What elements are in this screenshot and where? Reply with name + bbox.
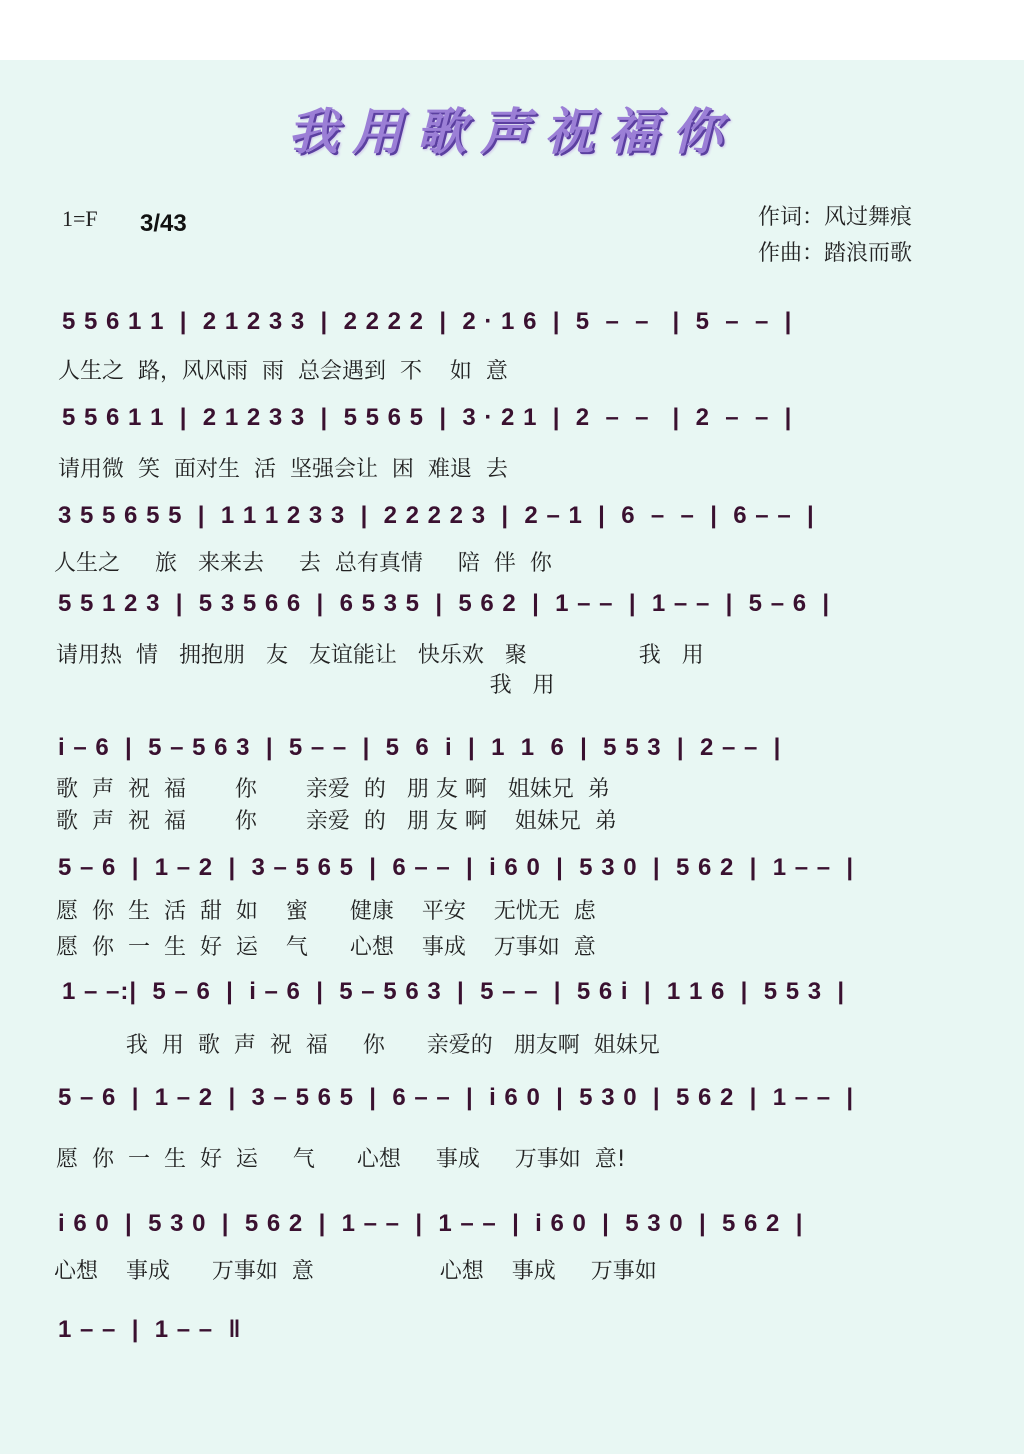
lyric-line: 请用微 笑 面对生 活 坚强会让 困 难退 去	[58, 457, 508, 482]
notation-line: 3 5 5 6 5 5 | 1 1 1 2 3 3 | 2 2 2 2 3 | 2 – 1 | 6 – – | 6 – – |	[58, 502, 815, 529]
notation-line: 1 – –:| 5 – 6 | i – 6 | 5 – 5 6 3 | 5 – – | 5 6 i | 1 1 6 | 5 5 3 |	[62, 978, 846, 1005]
notation-line: i 6 0 | 5 3 0 | 5 6 2 | 1 – – | 1 – – | i 6 0 | 5 3 0 | 5 6 2 |	[58, 1210, 804, 1237]
lyric-line: 心想 事成 万事如 意 心想 事成 万事如	[54, 1259, 657, 1284]
lyricist-credit: 作词：风过舞痕	[758, 205, 913, 230]
lyric-line: 我 用	[56, 673, 555, 698]
lyric-line: 愿 你 生 活 甜 如 蜜 健康 平安 无忧无 虑	[56, 899, 596, 924]
notation-line: 5 – 6 | 1 – 2 | 3 – 5 6 5 | 6 – – | i 6 0 | 5 3 0 | 5 6 2 | 1 – – |	[58, 854, 855, 881]
notation-line: 5 5 1 2 3 | 5 3 5 6 6 | 6 5 3 5 | 5 6 2 | 1 – – | 1 – – | 5 – 6 |	[58, 590, 831, 617]
lyric-line: 请用热 情 拥抱朋 友 友谊能让 快乐欢 聚 我 用	[56, 643, 704, 668]
lyric-line: 愿 你 一 生 好 运 气 心想 事成 万事如 意!	[56, 1147, 626, 1172]
lyric-line: 人生之 旅 来来去 去 总有真情 陪 伴 你	[54, 551, 552, 576]
composer-credit: 作曲：踏浪而歌	[758, 241, 913, 266]
notation-line: 5 – 6 | 1 – 2 | 3 – 5 6 5 | 6 – – | i 6 0 | 5 3 0 | 5 6 2 | 1 – – |	[58, 1084, 855, 1111]
lyric-line: 愿 你 一 生 好 运 气 心想 事成 万事如 意	[56, 935, 596, 960]
lyric-line: 歌 声 祝 福 你 亲爱 的 朋 友 啊 姐妹兄 弟	[56, 777, 610, 802]
notation-line: i – 6 | 5 – 5 6 3 | 5 – – | 5 6 i | 1 1 6 | 5 5 3 | 2 – – |	[58, 734, 782, 761]
key-signature: 1=F	[62, 206, 98, 231]
notation-line: 1 – – | 1 – – ‖	[58, 1316, 242, 1343]
lyric-line: 我 用 歌 声 祝 福 你 亲爱的 朋友啊 姐妹兄	[56, 1033, 660, 1058]
time-signature: 3/43	[140, 210, 187, 237]
notation-line: 5 5 6 1 1 | 2 1 2 3 3 | 2 2 2 2 | 2 · 1 6 | 5 – – | 5 – – |	[62, 308, 793, 335]
lyric-line: 人生之 路，风风雨 雨 总会遇到 不 如 意	[58, 359, 508, 384]
lyric-line: 歌 声 祝 福 你 亲爱 的 朋 友 啊 姐妹兄 弟	[56, 809, 617, 834]
notation-line: 5 5 6 1 1 | 2 1 2 3 3 | 5 5 6 5 | 3 · 2 1 | 2 – – | 2 – – |	[62, 404, 793, 431]
song-title: 我用歌声祝福你	[288, 102, 736, 161]
